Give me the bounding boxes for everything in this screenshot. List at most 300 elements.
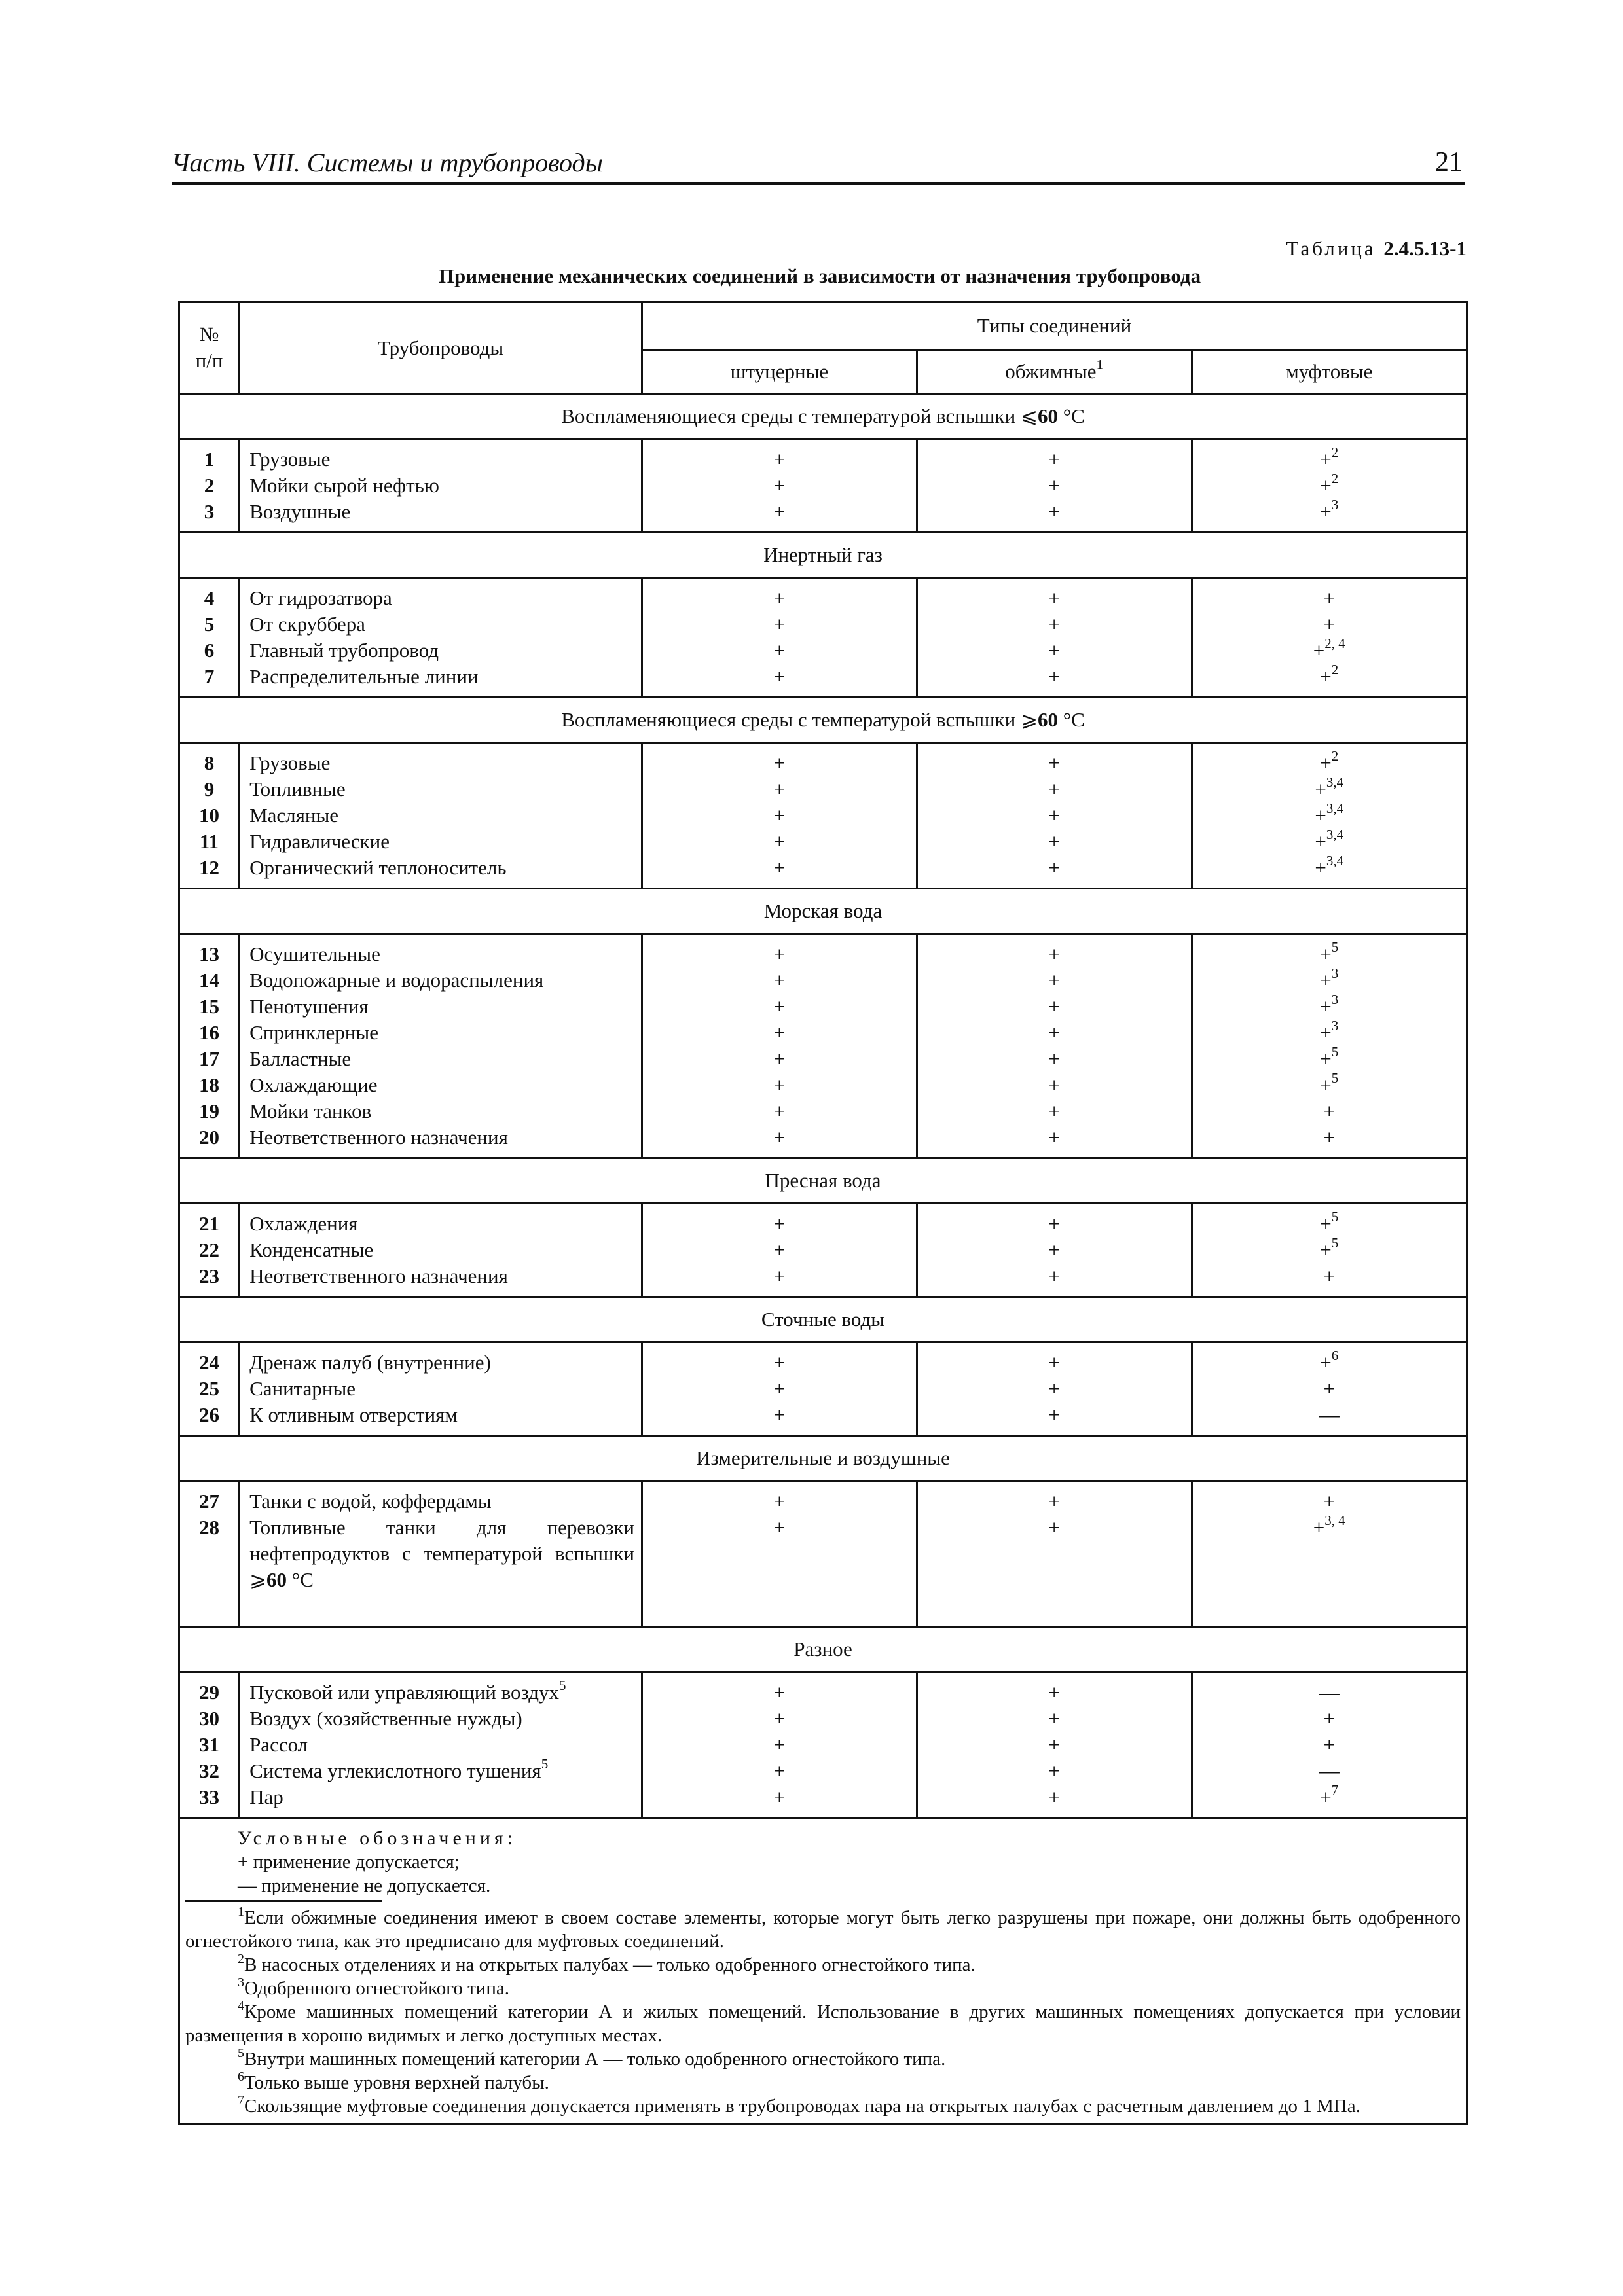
footnotes [185, 1906, 1461, 2118]
compression-value: + [1048, 1265, 1060, 1287]
threaded-value: + [773, 1212, 786, 1235]
row-number-spacer [180, 1567, 238, 1593]
row-number: 28 [199, 1516, 220, 1539]
pipeline-name-value: 60 [266, 1568, 287, 1591]
value-spacer [643, 1541, 916, 1567]
row-compression [917, 1204, 1192, 1297]
section-body-row [179, 439, 1467, 533]
coupling-footnote: 3 [1331, 1018, 1339, 1033]
section-header-row [179, 533, 1467, 578]
footnote [185, 2000, 1461, 2047]
row-coupling [1192, 1342, 1467, 1436]
pipeline-name: Осушительные [249, 942, 380, 965]
row-numbers [179, 1342, 240, 1436]
value-spacer [1193, 1541, 1466, 1567]
row-numbers [179, 578, 240, 698]
compression-value: + [1048, 1733, 1060, 1756]
row-number: 19 [199, 1100, 220, 1122]
row-number: 26 [199, 1403, 220, 1426]
threaded-value: + [773, 1681, 786, 1704]
row-coupling [1192, 578, 1467, 698]
row-numbers [179, 439, 240, 533]
threaded-value: + [773, 1238, 786, 1261]
table-caption [172, 264, 1468, 288]
pipeline-name: Пар [249, 1785, 283, 1808]
coupling-value: +$^{2, 4}$ [1313, 636, 1345, 662]
footnote-text: Внутри машинных помещений категории А — только одобренного огнестойкого типа. [244, 2049, 946, 2070]
compression-value: + [1048, 474, 1060, 497]
coupling-value: +$^3$ [1320, 497, 1339, 523]
pipeline-name: Пусковой или управляющий воздух$^5$ [249, 1677, 566, 1704]
row-names [240, 439, 642, 533]
pipeline-name: Распределительные линии [249, 665, 479, 688]
row-threaded [642, 439, 917, 533]
row-number: 20 [199, 1126, 220, 1149]
footnote-text: Скользящие муфтовые соединения допускается применять в трубопроводах пара на открытых палубах с расчетным давлением до 1 МПа. [244, 2096, 1360, 2117]
table-legend [179, 1818, 1467, 2125]
pipeline-name: Органический теплоноситель [249, 856, 507, 879]
row-number: 5 [204, 613, 215, 636]
pipeline-name: Грузовые [249, 448, 331, 471]
row-number: 15 [199, 995, 220, 1018]
row-compression [917, 578, 1192, 698]
pipeline-name: Танки с водой, коффердамы [249, 1490, 492, 1513]
compression-value: + [1048, 1100, 1060, 1122]
threaded-value: + [773, 613, 786, 636]
coupling-footnote: 2 [1331, 748, 1339, 764]
section-body-row [179, 1342, 1467, 1436]
compression-value: + [1048, 1516, 1060, 1539]
coupling-value: +$^{3,4}$ [1315, 774, 1344, 800]
footnote-number: 3 [238, 1975, 244, 1990]
row-number: 32 [199, 1759, 220, 1782]
row-number: 10 [199, 804, 220, 827]
threaded-value: + [773, 751, 786, 774]
footnote-text: Если обжимные соединения имеют в своем составе элементы, которые могут быть легко разрушены при пожаре, они должны быть одобренного огнестойкого типа, как это предписано для муфтовых соединений. [185, 1907, 1461, 1952]
page-number: 21 [1435, 147, 1463, 177]
pipeline-name: Масляные [249, 804, 339, 827]
threaded-value: + [773, 639, 786, 662]
footnote-text: В насосных отделениях и на открытых палубах — только одобренного огнестойкого типа. [244, 1954, 976, 1975]
coupling-value: +$^2$ [1320, 748, 1339, 774]
value-spacer [918, 1567, 1191, 1593]
coupling-footnote: 3,4 [1326, 800, 1344, 816]
coupling-value: + [1323, 613, 1336, 636]
coupling-value: + [1323, 586, 1336, 609]
coupling-footnote: 3 [1331, 992, 1339, 1007]
row-names [240, 1481, 642, 1627]
threaded-value: + [773, 474, 786, 497]
row-number: 21 [199, 1212, 220, 1235]
row-names [240, 1672, 642, 1818]
compression-value: + [1048, 804, 1060, 827]
row-number: 12 [199, 856, 220, 879]
coupling-value: + [1323, 1707, 1336, 1730]
pipeline-name: От гидрозатвора [249, 586, 392, 609]
row-number: 33 [199, 1785, 220, 1808]
section-title-unit: °C [1057, 404, 1085, 427]
header-types: Типы соединений [642, 302, 1467, 350]
coupling-footnote: 3, 4 [1324, 1513, 1345, 1528]
row-threaded [642, 743, 917, 889]
threaded-value: + [773, 448, 786, 471]
row-names [240, 1342, 642, 1436]
table-label-word: Таблица [1286, 237, 1376, 260]
row-threaded [642, 1481, 917, 1627]
pipeline-name: Водопожарные и водораспыления [249, 969, 544, 992]
coupling-footnote: 5 [1331, 939, 1339, 955]
section-body-row [179, 743, 1467, 889]
section-body-row [179, 1672, 1467, 1818]
row-coupling [1192, 1481, 1467, 1627]
footnote [185, 2047, 1461, 2071]
footnote-number: 4 [238, 1999, 244, 2013]
section-body-row [179, 1481, 1467, 1627]
pipeline-name: Неответственного назначения [249, 1126, 508, 1149]
compression-value: + [1048, 665, 1060, 688]
row-number: 24 [199, 1351, 220, 1374]
running-head [172, 143, 1465, 185]
row-numbers [179, 1481, 240, 1627]
section-title: Воспламеняющиеся среды с температурой вспышки ⩽60 °C [179, 394, 1467, 439]
coupling-footnote: 3,4 [1326, 827, 1344, 842]
pipeline-name: Воздушные [249, 500, 351, 523]
threaded-value: + [773, 1021, 786, 1044]
footnote-number: 7 [238, 2093, 244, 2108]
coupling-value: +$^7$ [1320, 1782, 1339, 1808]
threaded-value: + [773, 665, 786, 688]
footnote-text: Только выше уровня верхней палубы. [244, 2072, 549, 2093]
running-head-title: Часть VIII. Системы и трубопроводы [172, 148, 603, 177]
section-title-symbol: ⩽ [1020, 404, 1038, 427]
compression-value: + [1048, 995, 1060, 1018]
row-number: 29 [199, 1681, 220, 1704]
threaded-value: + [773, 1047, 786, 1070]
legend-dash: — применение не допускается. [238, 1875, 491, 1896]
compression-value: + [1048, 1377, 1060, 1400]
coupling-footnote: 5 [1331, 1044, 1339, 1060]
header-threaded: штуцерные [642, 350, 917, 394]
footnote-text: Кроме машинных помещений категории А и жилых помещений. Использование в других машинных помещениях допускается при условии размещения в хорошо видимых и легко доступных местах. [185, 2001, 1461, 2046]
compression-value: + [1048, 1403, 1060, 1426]
value-spacer [643, 1593, 916, 1619]
coupling-value: +$^2$ [1320, 444, 1339, 471]
row-coupling [1192, 743, 1467, 889]
value-spacer [918, 1541, 1191, 1567]
compression-value: + [1048, 1073, 1060, 1096]
row-number: 31 [199, 1733, 220, 1756]
threaded-value: + [773, 1490, 786, 1513]
section-title: Сточные воды [179, 1297, 1467, 1342]
section-title: Воспламеняющиеся среды с температурой вспышки ⩾60 °C [179, 698, 1467, 743]
footnote [185, 2094, 1461, 2118]
coupling-value: +$^5$ [1320, 1209, 1339, 1235]
threaded-value: + [773, 586, 786, 609]
coupling-value: +$^{3,4}$ [1315, 827, 1344, 853]
row-compression [917, 1342, 1192, 1436]
pipeline-name: Топливные танки для перевозки нефтепродуктов с температурой вспышки ⩾60 °C [249, 1516, 635, 1591]
row-names [240, 578, 642, 698]
row-threaded [642, 578, 917, 698]
coupling-footnote: 5 [1331, 1070, 1339, 1086]
threaded-value: + [773, 1707, 786, 1730]
row-compression [917, 1672, 1192, 1818]
coupling-footnote: 2, 4 [1324, 636, 1345, 651]
threaded-value: + [773, 1100, 786, 1122]
section-title-symbol: ⩾ [1020, 708, 1038, 731]
coupling-value: — [1319, 1403, 1340, 1426]
section-header-row [179, 1297, 1467, 1342]
coupling-value: — [1319, 1759, 1340, 1782]
section-header-row [179, 698, 1467, 743]
row-threaded [642, 1672, 917, 1818]
footnote [185, 1906, 1461, 1953]
coupling-value: + [1323, 1377, 1336, 1400]
section-title: Разное [179, 1627, 1467, 1672]
compression-value: + [1048, 942, 1060, 965]
section-header-row [179, 1436, 1467, 1481]
pipeline-name: Грузовые [249, 751, 331, 774]
row-number: 16 [199, 1021, 220, 1044]
compression-value: + [1048, 1212, 1060, 1235]
row-coupling [1192, 439, 1467, 533]
compression-value: + [1048, 1126, 1060, 1149]
pipeline-name: Неответственного назначения [249, 1265, 508, 1287]
compression-value: + [1048, 969, 1060, 992]
coupling-value: + [1323, 1265, 1336, 1287]
coupling-value: + [1323, 1490, 1336, 1513]
connections-table [178, 301, 1468, 2125]
compression-value: + [1048, 448, 1060, 471]
pipeline-name: Мойки сырой нефтью [249, 474, 439, 497]
section-title-value: 60 [1037, 404, 1058, 427]
row-number: 25 [199, 1377, 220, 1400]
coupling-value: +$^5$ [1320, 1070, 1339, 1096]
coupling-value: +$^3$ [1320, 965, 1339, 992]
footnote [185, 2071, 1461, 2094]
header-compression [917, 350, 1192, 394]
section-body-row [179, 578, 1467, 698]
coupling-value: +$^{3,4}$ [1315, 800, 1344, 827]
threaded-value: + [773, 1351, 786, 1374]
row-number: 30 [199, 1707, 220, 1730]
pipeline-name-unit: °C [287, 1568, 314, 1591]
threaded-value: + [773, 1733, 786, 1756]
row-number: 9 [204, 778, 215, 800]
row-number: 14 [199, 969, 220, 992]
row-number-spacer [180, 1541, 238, 1567]
compression-value: + [1048, 1351, 1060, 1374]
section-title: Инертный газ [179, 533, 1467, 578]
row-number: 11 [199, 830, 219, 853]
header-compression-label: обжимные [1005, 360, 1097, 383]
compression-value: + [1048, 1238, 1060, 1261]
table-label-number: 2.4.5.13-1 [1383, 237, 1467, 260]
section-body-row [179, 934, 1467, 1158]
header-pipelines: Трубопроводы [240, 302, 642, 394]
row-number: 27 [199, 1490, 220, 1513]
compression-value: + [1048, 751, 1060, 774]
row-coupling [1192, 934, 1467, 1158]
threaded-value: + [773, 1377, 786, 1400]
threaded-value: + [773, 856, 786, 879]
legend-plus: + применение допускается; [238, 1852, 460, 1873]
pipeline-name: Система углекислотного тушения$^5$ [249, 1756, 549, 1782]
coupling-value: — [1319, 1681, 1340, 1704]
coupling-footnote: 6 [1331, 1348, 1339, 1363]
pipeline-name: Пенотушения [249, 995, 369, 1018]
row-number: 18 [199, 1073, 220, 1096]
table-body [179, 394, 1467, 1818]
threaded-value: + [773, 804, 786, 827]
threaded-value: + [773, 1759, 786, 1782]
header-num-line2: п/п [195, 348, 223, 372]
pipeline-name: Дренаж палуб (внутренние) [249, 1351, 491, 1374]
section-header-row [179, 1158, 1467, 1204]
header-num-line1: № [199, 322, 219, 346]
section-title: Измерительные и воздушные [179, 1436, 1467, 1481]
coupling-value: +$^{3,4}$ [1315, 853, 1344, 879]
value-spacer [1193, 1593, 1466, 1619]
pipeline-name: Спринклерные [249, 1021, 378, 1044]
compression-value: + [1048, 613, 1060, 636]
section-title: Морская вода [179, 889, 1467, 934]
row-compression [917, 743, 1192, 889]
pipeline-name-footnote: 5 [559, 1677, 566, 1693]
section-header-row [179, 889, 1467, 934]
coupling-value: +$^2$ [1320, 662, 1339, 688]
coupling-footnote: 7 [1331, 1782, 1339, 1798]
footnote-text: Одобренного огнестойкого типа. [244, 1978, 509, 1999]
threaded-value: + [773, 778, 786, 800]
pipeline-name: Рассол [249, 1733, 308, 1756]
pipeline-name: Гидравлические [249, 830, 390, 853]
header-coupling: муфтовые [1192, 350, 1467, 394]
pipeline-name: От скруббера [249, 613, 365, 636]
coupling-value: + [1323, 1126, 1336, 1149]
compression-value: + [1048, 1681, 1060, 1704]
row-compression [917, 439, 1192, 533]
row-number: 7 [204, 665, 215, 688]
table-caption-text: Применение механических соединений в зависимости от назначения трубопровода [438, 264, 1201, 287]
coupling-footnote: 3,4 [1326, 853, 1344, 869]
compression-value: + [1048, 1490, 1060, 1513]
compression-value: + [1048, 586, 1060, 609]
threaded-value: + [773, 830, 786, 853]
pipeline-name: Главный трубопровод [249, 639, 439, 662]
threaded-value: + [773, 942, 786, 965]
row-numbers [179, 934, 240, 1158]
table-header [179, 302, 1467, 394]
pipeline-name: Мойки танков [249, 1100, 372, 1122]
row-number: 22 [199, 1238, 220, 1261]
row-number: 8 [204, 751, 215, 774]
compression-value: + [1048, 856, 1060, 879]
compression-value: + [1048, 830, 1060, 853]
section-title-value: 60 [1037, 708, 1058, 731]
footnote [185, 1953, 1461, 1977]
coupling-footnote: 3 [1331, 965, 1339, 981]
section-title: Пресная вода [179, 1158, 1467, 1204]
threaded-value: + [773, 1126, 786, 1149]
compression-value: + [1048, 778, 1060, 800]
coupling-value: +$^2$ [1320, 471, 1339, 497]
threaded-value: + [773, 1516, 786, 1539]
threaded-value: + [773, 500, 786, 523]
row-compression [917, 934, 1192, 1158]
footnote-number: 6 [238, 2070, 244, 2084]
threaded-value: + [773, 1073, 786, 1096]
coupling-value: +$^{3, 4}$ [1313, 1513, 1345, 1539]
pipeline-name: Конденсатные [249, 1238, 374, 1261]
coupling-footnote: 3,4 [1326, 774, 1344, 790]
coupling-footnote: 2 [1331, 444, 1339, 460]
value-spacer [1193, 1567, 1466, 1593]
value-spacer [643, 1567, 916, 1593]
coupling-value: +$^3$ [1320, 1018, 1339, 1044]
footnote-number: 5 [238, 2046, 244, 2060]
table-number [1286, 237, 1467, 260]
threaded-value: + [773, 1265, 786, 1287]
pipeline-name: Воздух (хозяйственные нужды) [249, 1707, 522, 1730]
pipeline-name-footnote: 5 [541, 1756, 549, 1772]
footnote-rule [185, 1900, 382, 1902]
threaded-value: + [773, 969, 786, 992]
row-numbers [179, 1204, 240, 1297]
coupling-value: +$^3$ [1320, 992, 1339, 1018]
row-coupling [1192, 1204, 1467, 1297]
row-numbers [179, 743, 240, 889]
row-number: 17 [199, 1047, 220, 1070]
section-header-row [179, 394, 1467, 439]
row-number: 4 [204, 586, 215, 609]
row-number-spacer [180, 1593, 238, 1619]
compression-value: + [1048, 1785, 1060, 1808]
coupling-footnote: 2 [1331, 662, 1339, 677]
coupling-value: +$^5$ [1320, 1044, 1339, 1070]
row-number: 2 [204, 474, 215, 497]
threaded-value: + [773, 995, 786, 1018]
legend-cell [179, 1818, 1467, 2125]
pipeline-name: Топливные [249, 778, 346, 800]
section-body-row [179, 1204, 1467, 1297]
threaded-value: + [773, 1785, 786, 1808]
section-header-row [179, 1627, 1467, 1672]
row-coupling [1192, 1672, 1467, 1818]
row-number: 23 [199, 1265, 220, 1287]
row-numbers [179, 1672, 240, 1818]
coupling-value: + [1323, 1733, 1336, 1756]
coupling-footnote: 5 [1331, 1235, 1339, 1251]
row-names [240, 1204, 642, 1297]
header-compression-sup: 1 [1096, 357, 1104, 372]
pipeline-name-symbol: ⩾ [249, 1568, 267, 1591]
threaded-value: + [773, 1403, 786, 1426]
coupling-footnote: 5 [1331, 1209, 1339, 1225]
pipeline-name: Санитарные [249, 1377, 356, 1400]
pipeline-name: Охлаждающие [249, 1073, 378, 1096]
value-spacer [918, 1593, 1191, 1619]
legend-title: Условные обозначения: [238, 1827, 517, 1849]
compression-value: + [1048, 1759, 1060, 1782]
coupling-value: +$^5$ [1320, 1235, 1339, 1261]
compression-value: + [1048, 500, 1060, 523]
row-threaded [642, 1342, 917, 1436]
coupling-footnote: 2 [1331, 471, 1339, 486]
section-title-unit: °C [1057, 708, 1085, 731]
compression-value: + [1048, 1707, 1060, 1730]
pipeline-name: Охлаждения [249, 1212, 358, 1235]
